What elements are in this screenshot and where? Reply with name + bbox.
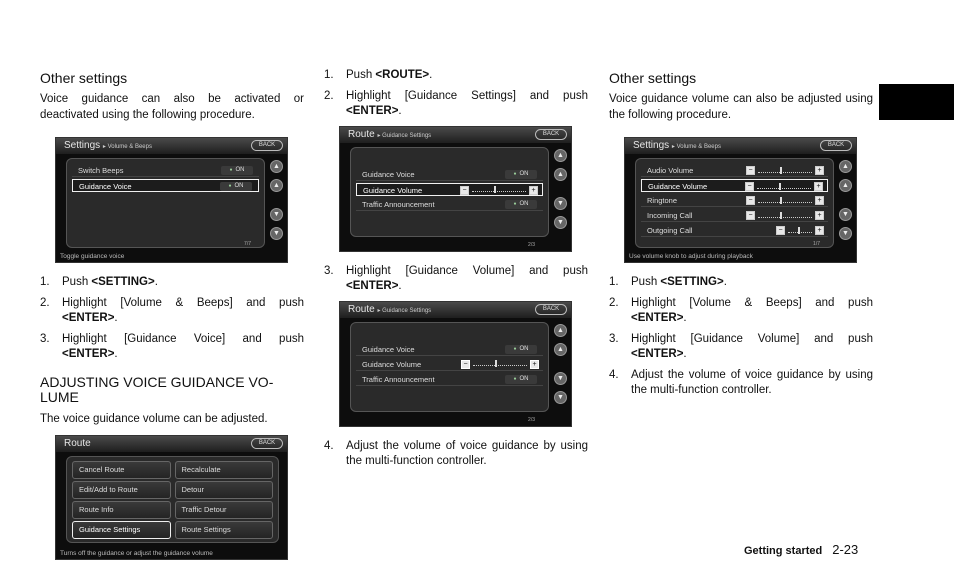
row-guidance-voice: Guidance Voice ● ON bbox=[356, 343, 543, 356]
scroll-down-icon: ▼ bbox=[554, 197, 567, 210]
plus-icon: + bbox=[814, 182, 823, 191]
screen-title: Settings ▸ Volume & Beeps bbox=[56, 138, 287, 154]
scroll-buttons bbox=[554, 324, 568, 410]
settings-panel bbox=[66, 158, 265, 248]
back-button: BACK bbox=[535, 304, 567, 315]
row-ringtone: Ringtone − + bbox=[641, 194, 828, 207]
steps-list bbox=[609, 275, 873, 399]
scroll-buttons bbox=[270, 160, 284, 246]
menu-route-info: Route Info bbox=[72, 501, 171, 519]
minus-icon: − bbox=[746, 196, 755, 205]
back-button: BACK bbox=[820, 140, 852, 151]
page-indicator: 7/7 bbox=[244, 241, 251, 247]
section-intro: The voice guidance volume can be adjusted. bbox=[40, 412, 268, 425]
screen-footer: Use volume knob to adjust during playback bbox=[629, 253, 753, 260]
menu-recalculate: Recalculate bbox=[175, 461, 274, 479]
volume-panel bbox=[635, 158, 834, 248]
menu-cancel-route: Cancel Route bbox=[72, 461, 171, 479]
step: 3. Highlight [Guidance Volume] and push <ENTER>. bbox=[324, 264, 588, 292]
scroll-up-icon: ▲ bbox=[839, 160, 852, 173]
heading-other-settings: Other settings bbox=[40, 70, 128, 86]
row-guidance-voice: Guidance Voice ● ON bbox=[356, 168, 543, 181]
scroll-up-icon: ▲ bbox=[554, 343, 567, 356]
minus-icon: − bbox=[460, 186, 469, 195]
step: 1. Push <SETTING>. bbox=[609, 276, 727, 288]
steps-list bbox=[324, 264, 588, 295]
plus-icon: + bbox=[815, 211, 824, 220]
column-middle bbox=[324, 68, 588, 482]
page-footer bbox=[744, 542, 858, 557]
step: 3. Highlight [Guidance Volume] and push <ENTER>. bbox=[609, 332, 873, 360]
scroll-up-icon: ▲ bbox=[839, 179, 852, 192]
scroll-up-icon: ▲ bbox=[554, 324, 567, 337]
plus-icon: + bbox=[815, 196, 824, 205]
minus-icon: − bbox=[746, 166, 755, 175]
column-left bbox=[40, 68, 304, 571]
row-guidance-volume: Guidance Volume − + bbox=[641, 179, 828, 192]
scroll-up-icon: ▲ bbox=[270, 179, 283, 192]
page-indicator: 2/3 bbox=[528, 241, 535, 248]
volume-bar-active bbox=[461, 360, 539, 369]
scroll-down-icon: ▼ bbox=[839, 208, 852, 221]
scroll-buttons bbox=[554, 149, 568, 235]
scroll-buttons bbox=[839, 160, 853, 246]
heading-other-settings: Other settings bbox=[609, 70, 697, 86]
screenshot-guidance-settings-1 bbox=[339, 126, 572, 252]
screen-title: Route ▸ Guidance Settings bbox=[340, 127, 571, 143]
minus-icon: − bbox=[776, 226, 785, 235]
step: 1. Push <ROUTE>. bbox=[324, 69, 433, 81]
step: 2. Highlight [Volume & Beeps] and push <ENTER>. bbox=[609, 296, 873, 324]
plus-icon: + bbox=[815, 166, 824, 175]
step: 4. Adjust the volume of voice guidance by using the multi-function controller. bbox=[324, 439, 588, 467]
minus-icon: − bbox=[745, 182, 754, 191]
row-guidance-volume: Guidance Volume − + bbox=[356, 358, 543, 371]
back-button: BACK bbox=[251, 438, 283, 449]
steps-list bbox=[40, 275, 304, 363]
menu-route-settings: Route Settings bbox=[175, 521, 274, 539]
page-indicator: 1/7 bbox=[813, 241, 820, 247]
guidance-panel bbox=[350, 322, 549, 412]
step: 2. Highlight [Guidance Settings] and push <ENTER>. bbox=[324, 89, 588, 117]
scroll-down-icon: ▼ bbox=[839, 227, 852, 240]
menu-traffic-detour: Traffic Detour bbox=[175, 501, 274, 519]
column-right bbox=[609, 68, 873, 411]
scroll-down-icon: ▼ bbox=[270, 208, 283, 221]
scroll-up-icon: ▲ bbox=[554, 168, 567, 181]
row-guidance-voice: Guidance Voice ● ON bbox=[72, 179, 259, 192]
row-switch-beeps: Switch Beeps ● ON bbox=[72, 164, 259, 177]
scroll-up-icon: ▲ bbox=[554, 149, 567, 162]
scroll-down-icon: ▼ bbox=[554, 372, 567, 385]
screen-title: Route bbox=[56, 436, 287, 452]
minus-icon: − bbox=[461, 360, 470, 369]
step: 4. Adjust the volume of voice guidance by using the multi-function controller. bbox=[609, 368, 873, 396]
route-menu-grid bbox=[72, 461, 273, 538]
screenshot-route-menu bbox=[55, 435, 288, 560]
back-button: BACK bbox=[251, 140, 283, 151]
page-indicator: 2/3 bbox=[528, 416, 535, 423]
screen-footer: Toggle guidance voice bbox=[60, 253, 125, 260]
back-button: BACK bbox=[535, 129, 567, 140]
menu-edit-add-to-route: Edit/Add to Route bbox=[72, 481, 171, 499]
scroll-down-icon: ▼ bbox=[554, 391, 567, 404]
volume-bar bbox=[460, 186, 538, 195]
guidance-panel bbox=[350, 147, 549, 237]
screen-footer: Turns off the guidance or adjust the guidance volume bbox=[60, 549, 213, 557]
row-audio-volume: Audio Volume − + bbox=[641, 164, 828, 177]
row-guidance-volume: Guidance Volume − + bbox=[356, 183, 543, 196]
scroll-down-icon: ▼ bbox=[554, 216, 567, 229]
step: 2. Highlight [Volume & Beeps] and push <ENTER>. bbox=[40, 296, 304, 324]
screen-title: Settings ▸ Volume & Beeps bbox=[625, 138, 856, 154]
plus-icon: + bbox=[815, 226, 824, 235]
route-menu-panel bbox=[66, 456, 279, 543]
screen-title: Route ▸ Guidance Settings bbox=[340, 302, 571, 318]
steps-list bbox=[324, 439, 588, 470]
footer-section: Getting started bbox=[744, 545, 823, 557]
minus-icon: − bbox=[746, 211, 755, 220]
chapter-tab bbox=[879, 84, 954, 120]
screenshot-guidance-settings-2 bbox=[339, 301, 572, 427]
menu-detour: Detour bbox=[175, 481, 274, 499]
row-traffic-announcement: Traffic Announcement ● ON bbox=[356, 373, 543, 386]
steps-list bbox=[324, 68, 588, 120]
row-outgoing-call: Outgoing Call − + bbox=[641, 224, 828, 237]
footer-page-number: 2-23 bbox=[832, 542, 859, 557]
row-incoming-call: Incoming Call − + bbox=[641, 209, 828, 222]
scroll-down-icon: ▼ bbox=[270, 227, 283, 240]
screenshot-volume-beeps bbox=[624, 137, 857, 263]
intro-paragraph: Voice guidance can also be activated or deactivated using the following procedure. bbox=[40, 93, 304, 121]
screenshot-settings-volume-beeps bbox=[55, 137, 288, 263]
menu-guidance-settings: Guidance Settings bbox=[72, 521, 171, 539]
intro-paragraph: Voice guidance volume can also be adjusted using the following procedure. bbox=[609, 93, 873, 121]
row-traffic-announcement: Traffic Announcement ● ON bbox=[356, 198, 543, 211]
step: 3. Highlight [Guidance Voice] and push <ENTER>. bbox=[40, 332, 304, 360]
plus-icon: + bbox=[529, 186, 538, 195]
step: 1. Push <SETTING>. bbox=[40, 276, 158, 288]
scroll-up-icon: ▲ bbox=[270, 160, 283, 173]
section-title: ADJUSTING VOICE GUIDANCE VO-LUME bbox=[40, 373, 274, 405]
plus-icon: + bbox=[530, 360, 539, 369]
